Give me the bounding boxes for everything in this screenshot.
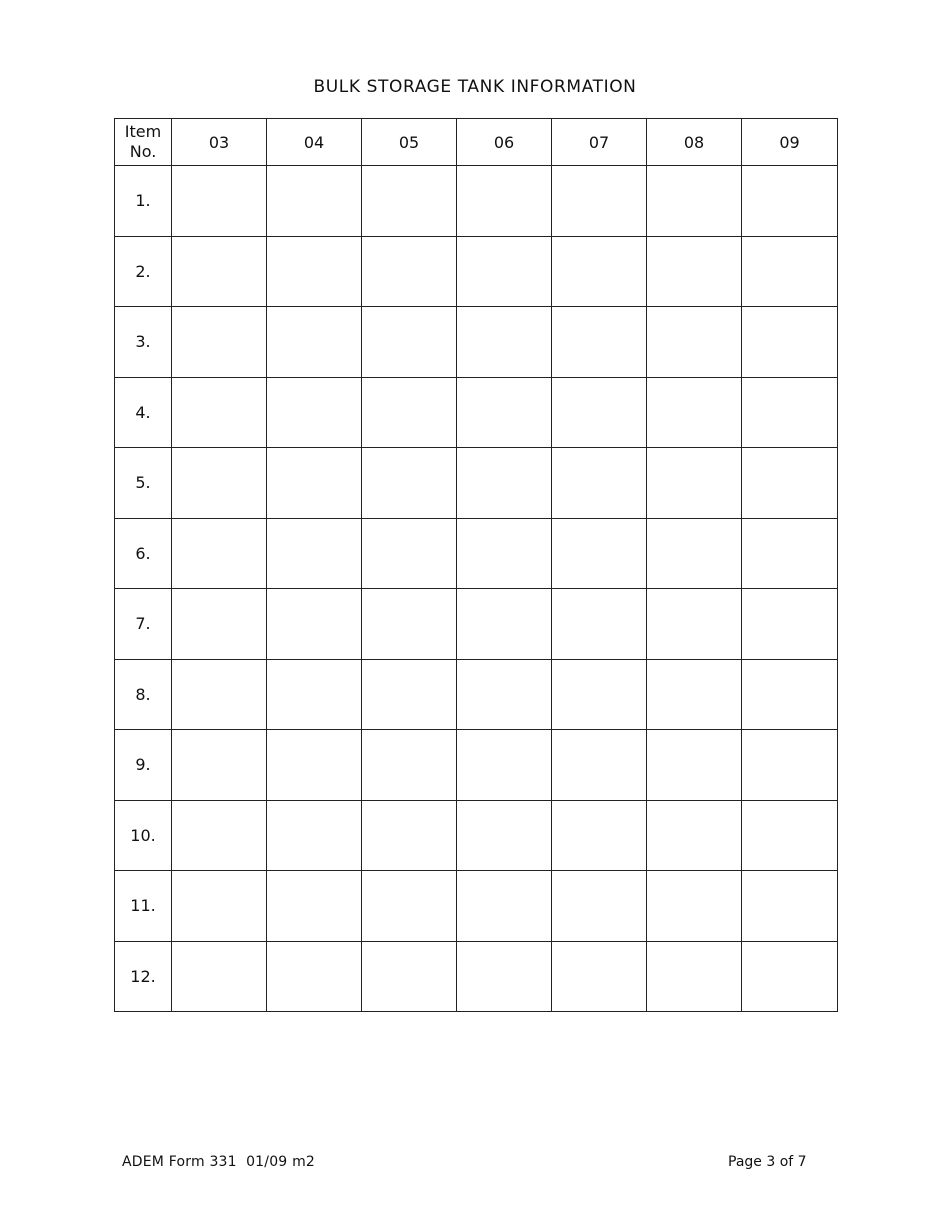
- entry-cell[interactable]: [457, 236, 552, 307]
- entry-cell[interactable]: [742, 307, 838, 378]
- item-number: 12.: [115, 941, 172, 1012]
- entry-cell[interactable]: [457, 518, 552, 589]
- item-number: 8.: [115, 659, 172, 730]
- entry-cell[interactable]: [647, 871, 742, 942]
- item-no-header: [115, 119, 172, 166]
- table-row: [115, 730, 838, 801]
- entry-cell[interactable]: [742, 871, 838, 942]
- entry-cell[interactable]: [172, 166, 267, 237]
- entry-cell[interactable]: [647, 800, 742, 871]
- entry-cell[interactable]: [362, 307, 457, 378]
- entry-cell[interactable]: [647, 659, 742, 730]
- table-row: [115, 800, 838, 871]
- entry-cell[interactable]: [647, 448, 742, 519]
- entry-cell[interactable]: [647, 377, 742, 448]
- entry-cell[interactable]: [742, 518, 838, 589]
- entry-cell[interactable]: [457, 730, 552, 801]
- page-number: Page 3 of 7: [728, 1154, 807, 1170]
- item-header-line2: No.: [129, 142, 157, 161]
- entry-cell[interactable]: [552, 800, 647, 871]
- table-row: [115, 377, 838, 448]
- entry-cell[interactable]: [552, 307, 647, 378]
- entry-cell[interactable]: [647, 236, 742, 307]
- entry-cell[interactable]: [267, 730, 362, 801]
- column-header: 05: [362, 119, 457, 166]
- tank-info-table: [114, 118, 838, 1012]
- entry-cell[interactable]: [457, 448, 552, 519]
- entry-cell[interactable]: [457, 377, 552, 448]
- entry-cell[interactable]: [552, 730, 647, 801]
- item-number: 1.: [115, 166, 172, 237]
- entry-cell[interactable]: [552, 941, 647, 1012]
- entry-cell[interactable]: [267, 589, 362, 660]
- entry-cell[interactable]: [362, 518, 457, 589]
- entry-cell[interactable]: [172, 871, 267, 942]
- item-number: 10.: [115, 800, 172, 871]
- column-header: 07: [552, 119, 647, 166]
- entry-cell[interactable]: [647, 518, 742, 589]
- entry-cell[interactable]: [742, 448, 838, 519]
- entry-cell[interactable]: [362, 589, 457, 660]
- entry-cell[interactable]: [457, 166, 552, 237]
- item-number: 5.: [115, 448, 172, 519]
- item-number: 3.: [115, 307, 172, 378]
- entry-cell[interactable]: [647, 941, 742, 1012]
- entry-cell[interactable]: [267, 236, 362, 307]
- entry-cell[interactable]: [742, 377, 838, 448]
- item-number: 4.: [115, 377, 172, 448]
- item-number: 11.: [115, 871, 172, 942]
- entry-cell[interactable]: [267, 448, 362, 519]
- column-header: 03: [172, 119, 267, 166]
- entry-cell[interactable]: [267, 518, 362, 589]
- entry-cell[interactable]: [267, 800, 362, 871]
- entry-cell[interactable]: [552, 377, 647, 448]
- entry-cell[interactable]: [172, 518, 267, 589]
- column-header: 09: [742, 119, 838, 166]
- page-title: BULK STORAGE TANK INFORMATION: [313, 77, 637, 97]
- entry-cell[interactable]: [552, 871, 647, 942]
- entry-cell[interactable]: [647, 166, 742, 237]
- table-row: [115, 589, 838, 660]
- item-number: 7.: [115, 589, 172, 660]
- entry-cell[interactable]: [362, 377, 457, 448]
- entry-cell[interactable]: [172, 800, 267, 871]
- entry-cell[interactable]: [362, 448, 457, 519]
- entry-cell[interactable]: [362, 236, 457, 307]
- entry-cell[interactable]: [457, 800, 552, 871]
- entry-cell[interactable]: [362, 166, 457, 237]
- entry-cell[interactable]: [362, 659, 457, 730]
- entry-cell[interactable]: [742, 941, 838, 1012]
- entry-cell[interactable]: [742, 166, 838, 237]
- table-row: [115, 236, 838, 307]
- column-header: 08: [647, 119, 742, 166]
- table-row: [115, 518, 838, 589]
- entry-cell[interactable]: [647, 730, 742, 801]
- entry-cell[interactable]: [172, 448, 267, 519]
- entry-cell[interactable]: [267, 166, 362, 237]
- entry-cell[interactable]: [742, 800, 838, 871]
- entry-cell[interactable]: [362, 800, 457, 871]
- entry-cell[interactable]: [267, 659, 362, 730]
- entry-cell[interactable]: [742, 659, 838, 730]
- table-header-row: [115, 119, 838, 166]
- entry-cell[interactable]: [742, 730, 838, 801]
- table-row: [115, 307, 838, 378]
- entry-cell[interactable]: [457, 307, 552, 378]
- entry-cell[interactable]: [172, 589, 267, 660]
- entry-cell[interactable]: [552, 236, 647, 307]
- entry-cell[interactable]: [362, 730, 457, 801]
- entry-cell[interactable]: [457, 659, 552, 730]
- entry-cell[interactable]: [742, 589, 838, 660]
- item-number: 2.: [115, 236, 172, 307]
- entry-cell[interactable]: [457, 589, 552, 660]
- entry-cell[interactable]: [552, 518, 647, 589]
- entry-cell[interactable]: [362, 871, 457, 942]
- entry-cell[interactable]: [647, 307, 742, 378]
- table-row: [115, 448, 838, 519]
- entry-cell[interactable]: [172, 941, 267, 1012]
- entry-cell[interactable]: [742, 236, 838, 307]
- entry-cell[interactable]: [647, 589, 742, 660]
- entry-cell[interactable]: [172, 377, 267, 448]
- item-number: 6.: [115, 518, 172, 589]
- column-header: 06: [457, 119, 552, 166]
- entry-cell[interactable]: [267, 307, 362, 378]
- table-row: [115, 871, 838, 942]
- item-number: 9.: [115, 730, 172, 801]
- entry-cell[interactable]: [552, 448, 647, 519]
- entry-cell[interactable]: [267, 871, 362, 942]
- column-header: 04: [267, 119, 362, 166]
- entry-cell[interactable]: [552, 589, 647, 660]
- table-row: [115, 659, 838, 730]
- entry-cell[interactable]: [552, 166, 647, 237]
- entry-cell[interactable]: [457, 941, 552, 1012]
- entry-cell[interactable]: [267, 941, 362, 1012]
- entry-cell[interactable]: [362, 941, 457, 1012]
- entry-cell[interactable]: [172, 236, 267, 307]
- entry-cell[interactable]: [457, 871, 552, 942]
- entry-cell[interactable]: [552, 659, 647, 730]
- table-row: [115, 941, 838, 1012]
- table-row: [115, 166, 838, 237]
- entry-cell[interactable]: [267, 377, 362, 448]
- form-id: ADEM Form 331 01/09 m2: [122, 1154, 316, 1170]
- item-header-line1: Item: [124, 122, 162, 141]
- entry-cell[interactable]: [172, 730, 267, 801]
- entry-cell[interactable]: [172, 307, 267, 378]
- entry-cell[interactable]: [172, 659, 267, 730]
